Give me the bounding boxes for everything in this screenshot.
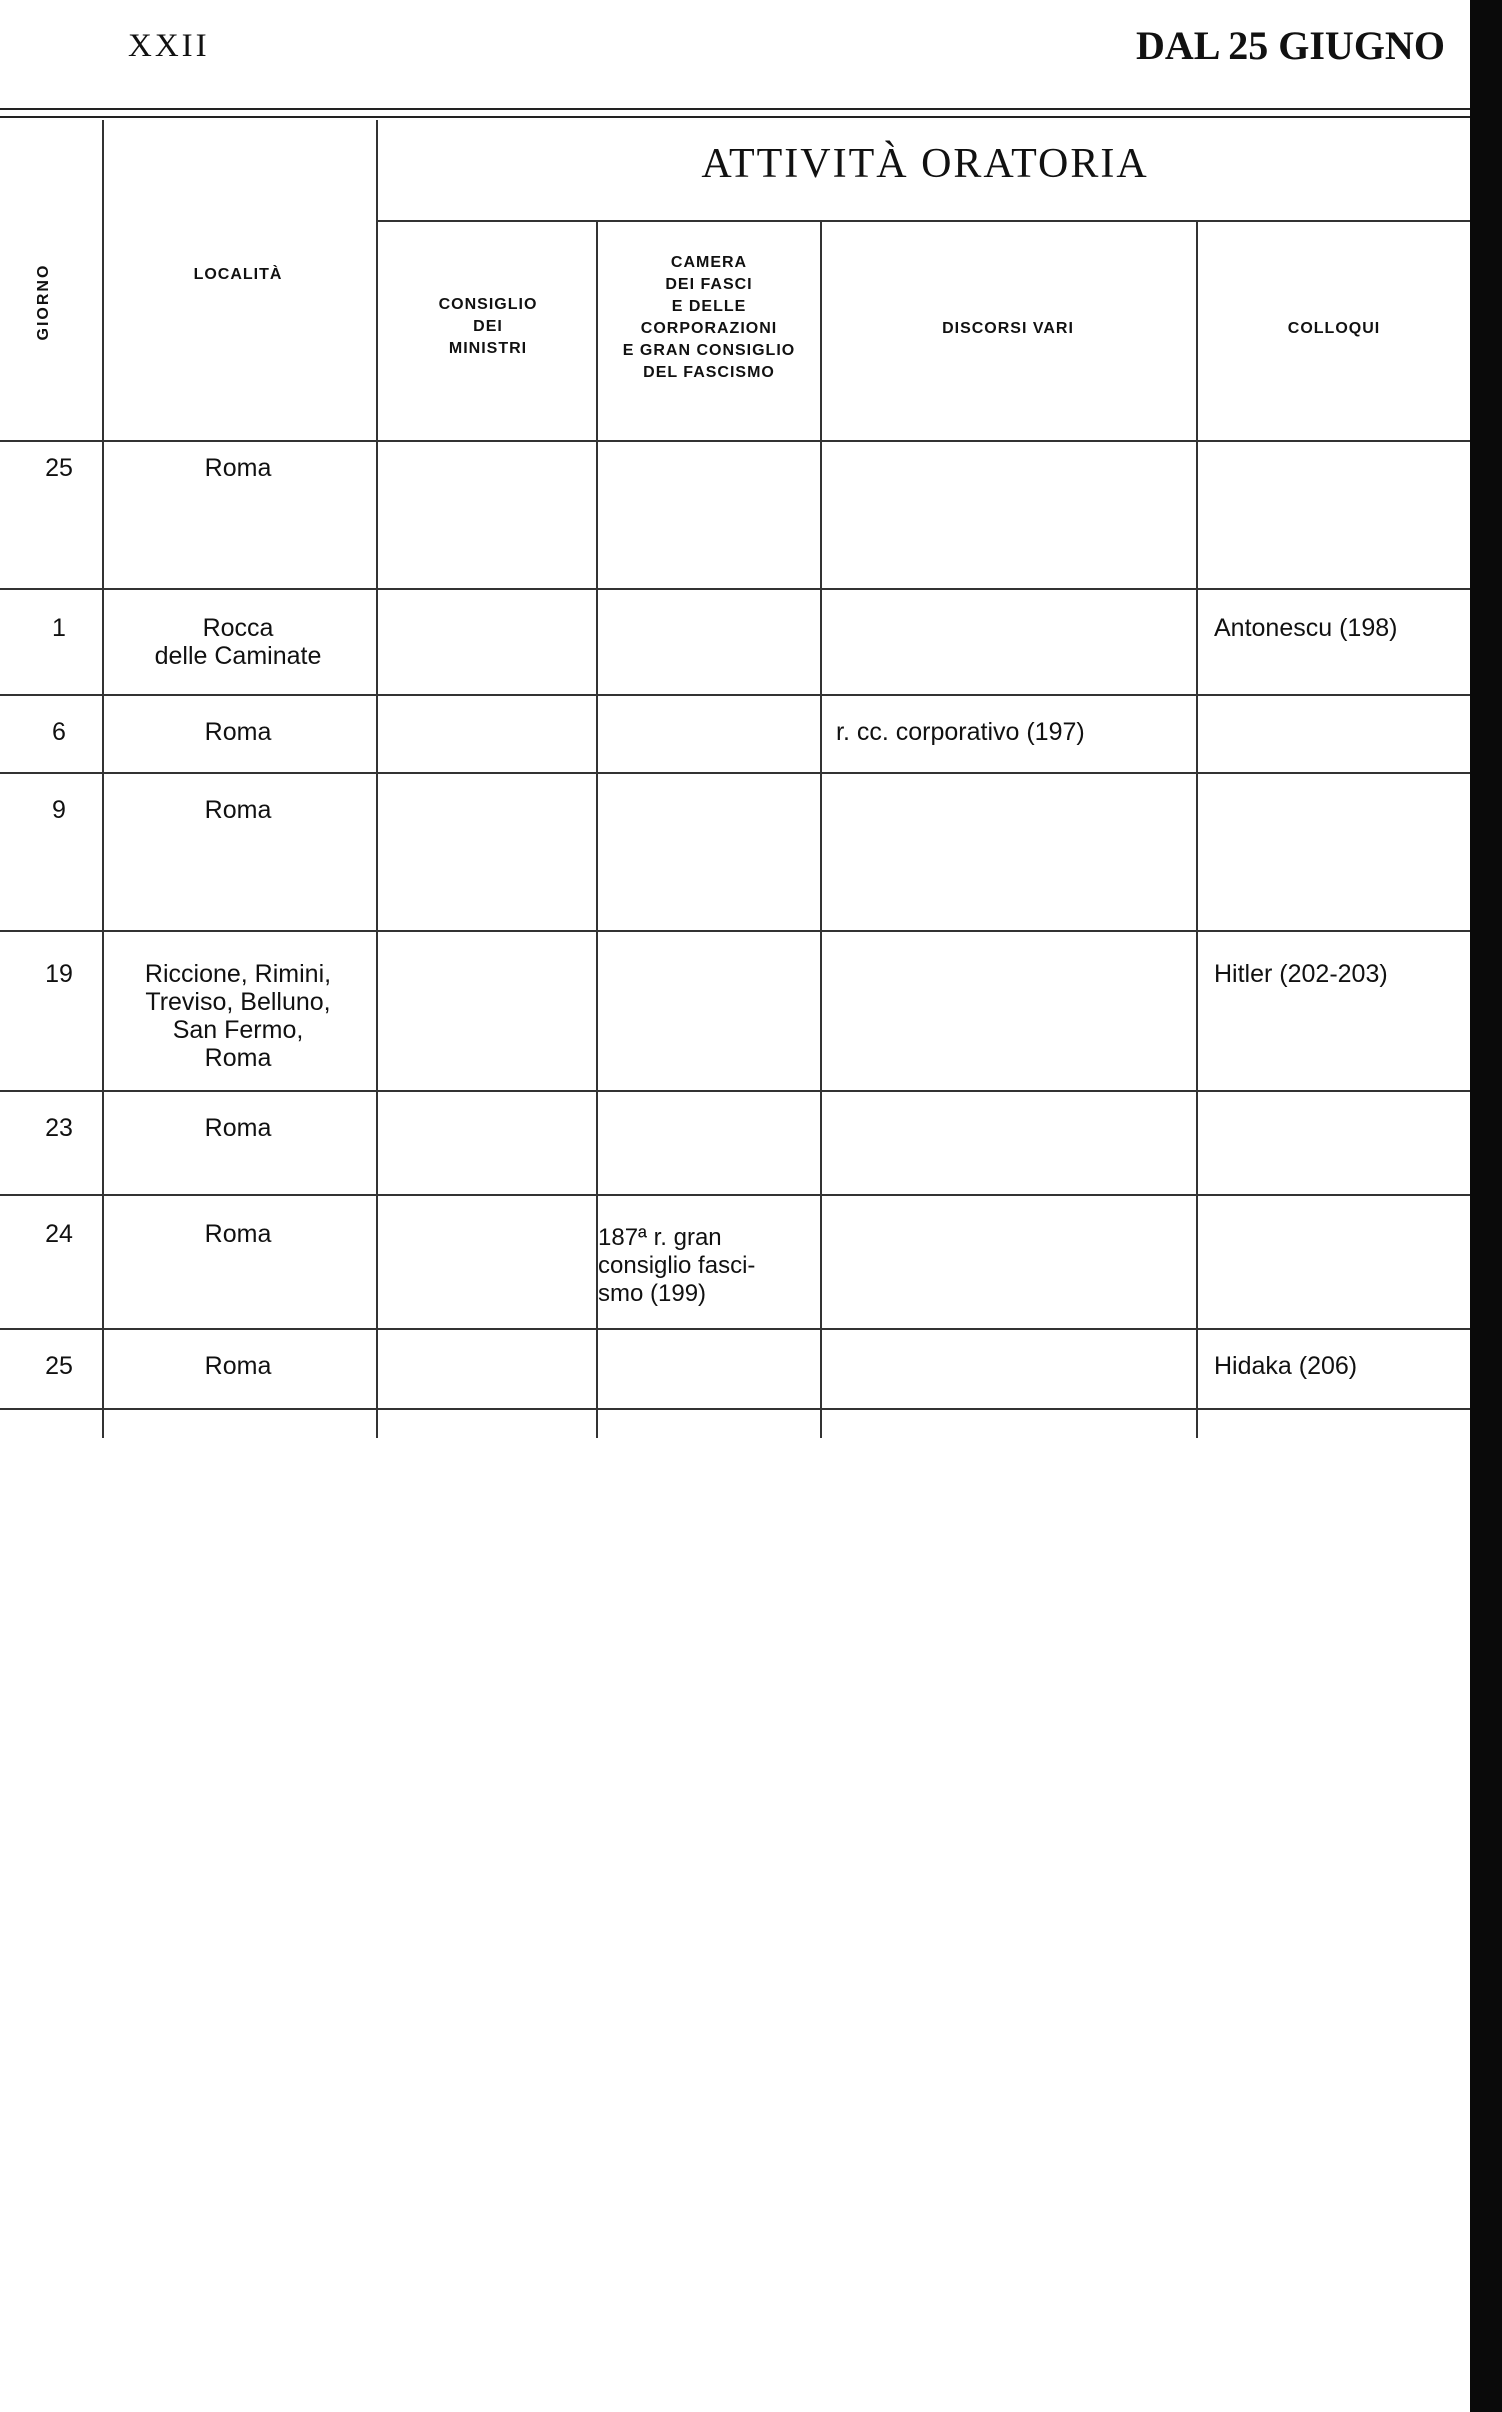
header-discorsi-vari: DISCORSI VARI — [942, 320, 1074, 337]
row-day: 23 — [45, 1114, 73, 1142]
header-activity-title: ATTIVITÀ ORATORIA — [701, 141, 1149, 187]
localita-line: Riccione, Rimini, — [144, 960, 332, 988]
header-camera-line: E GRAN CONSIGLIO — [622, 342, 796, 359]
running-head: DAL 25 GIUGNO — [1136, 23, 1445, 68]
top-rule-second — [0, 116, 1470, 118]
row-day: 6 — [52, 718, 66, 746]
row-colloqui: Hitler (202-203) — [1214, 960, 1388, 988]
row-separator — [0, 694, 1470, 696]
row-localita: Roma — [204, 454, 272, 482]
row-colloqui: Hidaka (206) — [1214, 1352, 1358, 1380]
row-localita: Roma — [204, 1352, 272, 1380]
header-camera-line: CORPORAZIONI — [640, 320, 778, 337]
localita-line: Treviso, Belluno, — [145, 988, 331, 1016]
row-day: 1 — [52, 614, 66, 642]
localita-line: Roma — [204, 1044, 272, 1072]
row-localita: Roma — [204, 1220, 272, 1248]
row-localita: Roma — [204, 1114, 272, 1142]
row-separator — [0, 1408, 1470, 1410]
vline-discorsi-colloqui — [1196, 222, 1198, 1438]
row-localita: Roma — [204, 796, 272, 824]
row-localita: Roma — [204, 718, 272, 746]
row-separator — [0, 440, 1470, 442]
row-day: 19 — [45, 960, 73, 988]
row-separator — [0, 930, 1470, 932]
header-camera-fasci — [598, 252, 820, 384]
page-number: XXII — [128, 28, 210, 64]
row-separator — [0, 1328, 1470, 1330]
camera-line: consiglio fasci- — [598, 1252, 756, 1279]
header-consiglio-line: DEI — [473, 318, 503, 335]
vline-localita-consiglio — [376, 120, 378, 1438]
header-localita: LOCALITÀ — [193, 266, 283, 283]
localita-line: San Fermo, — [172, 1016, 304, 1044]
header-camera-line: CAMERA — [670, 254, 748, 271]
header-camera-line: DEI FASCI — [665, 276, 753, 293]
header-colloqui: COLLOQUI — [1287, 320, 1381, 337]
localita-line: Rocca — [202, 614, 274, 642]
row-day: 25 — [45, 1352, 73, 1380]
row-day: 25 — [45, 454, 73, 482]
row-day: 24 — [45, 1220, 73, 1248]
header-consiglio-ministri — [380, 294, 596, 360]
row-separator — [0, 1194, 1470, 1196]
row-day: 9 — [52, 796, 66, 824]
row-localita — [104, 614, 372, 670]
camera-line: smo (199) — [598, 1280, 707, 1307]
row-separator — [0, 588, 1470, 590]
header-camera-line: E DELLE — [671, 298, 747, 315]
localita-line: delle Caminate — [154, 642, 322, 670]
row-colloqui: Antonescu (198) — [1214, 614, 1398, 642]
row-camera — [598, 1224, 818, 1308]
row-discorsi: r. cc. corporativo (197) — [836, 718, 1085, 746]
top-rule — [0, 108, 1470, 110]
page-edge-shadow — [1470, 0, 1502, 2412]
activity-title-rule — [378, 220, 1470, 222]
header-consiglio-line: MINISTRI — [448, 340, 528, 357]
camera-line: 187ª r. gran — [598, 1224, 722, 1251]
row-separator — [0, 1090, 1470, 1092]
row-localita — [104, 960, 372, 1072]
header-camera-line: DEL FASCISMO — [643, 364, 775, 381]
row-separator — [0, 772, 1470, 774]
vline-camera-discorsi — [820, 222, 822, 1438]
header-consiglio-line: CONSIGLIO — [438, 296, 538, 313]
